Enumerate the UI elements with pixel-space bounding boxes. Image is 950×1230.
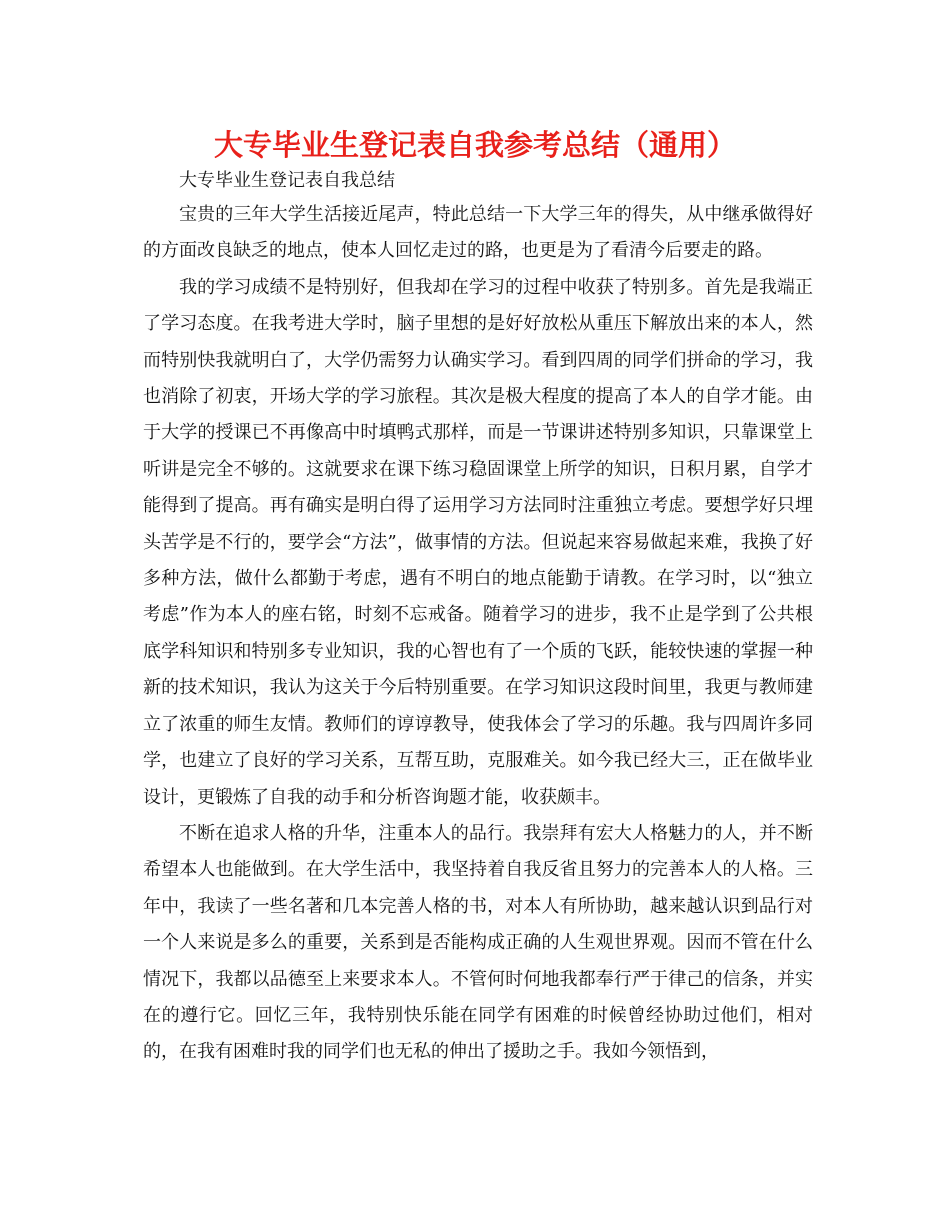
document-title: 大专毕业生登记表自我参考总结（通用） — [213, 128, 736, 162]
paragraph-1: 宝贵的三年大学生活接近尾声，特此总结一下大学三年的得失，从中继承做得好的方面改良缺乏的地点，使本人回忆走过的路，也更是为了看清今后要走的路。 — [143, 204, 813, 262]
document-subtitle: 大专毕业生登记表自我总结 — [179, 170, 395, 191]
document-body — [143, 197, 813, 1071]
paragraph-3: 不断在追求人格的升华，注重本人的品行。我崇拜有宏大人格魅力的人，并不断希望本人也能做到。在大学生活中，我坚持着自我反省且努力的完善本人的人格。三年中，我读了一些名著和几本完善人格的书，对本人有所协助，越来越认识到品行对一个人来说是多么的重要，关系到是否能构成正确的人生观世界观。因而不管在什么情况下，我都以品德至上来要求本人。不管何时何地我都奉行严于律己的信条，并实在的遵行它。回忆三年，我特别快乐能在同学有困难的时候曾经协助过他们，相对的，在我有困难时我的同学们也无私的伸出了援助之手。我如今领悟到， — [143, 822, 813, 1063]
paragraph-2: 我的学习成绩不是特别好，但我却在学习的过程中收获了特别多。首先是我端正了学习态度。在我考进大学时，脑子里想的是好好放松从重压下解放出来的本人，然而特别快我就明白了，大学仍需努力认确实学习。看到四周的同学们拼命的学习，我也消除了初衷，开场大学的学习旅程。其次是极大程度的提高了本人的自学才能。由于大学的授课已不再像高中时填鸭式那样，而是一节课讲述特别多知识，只靠课堂上听讲是完全不够的。这就要求在课下练习稳固课堂上所学的知识，日积月累，自学才能得到了提高。再有确实是明白得了运用学习方法同时注重独立考虑。要想学好只埋头苦学是不行的，要学会“方法”，做事情的方法。但说起来容易做起来难，我换了好多种方法，做什么都勤于考虑，遇有不明白的地点能勤于请教。在学习时，以“独立考虑”作为本人的座右铭，时刻不忘戒备。随着学习的进步，我不止是学到了公共根底学科知识和特别多专业知识，我的心智也有了一个质的飞跃，能较快速的掌握一种新的技术知识，我认为这关于今后特别重要。在学习知识这段时间里，我更与教师建立了浓重的师生友情。教师们的谆谆教导，使我体会了学习的乐趣。我与四周许多同学，也建立了良好的学习关系，互帮互助，克服难关。如今我已经大三，正在做毕业设计，更锻炼了自我的动手和分析咨询题才能，收获颇丰。 — [143, 276, 813, 808]
